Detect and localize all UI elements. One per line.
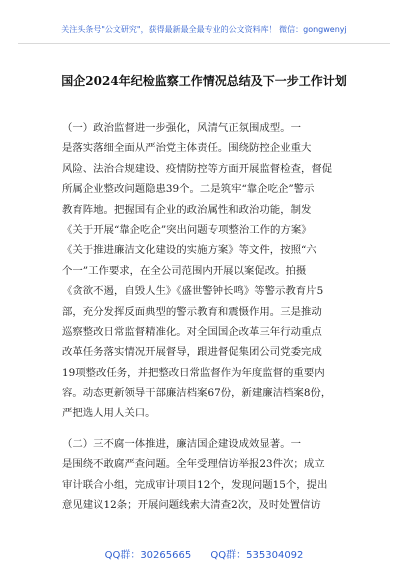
header-divider	[18, 43, 390, 44]
paragraph-line: 部，充分发挥反面典型的警示教育和震慑作用。三是推动	[62, 305, 322, 318]
paragraph-line: 个一”工作要求，在全公司范围内开展以案促改。拍摄	[62, 264, 307, 277]
footer-contacts	[0, 546, 408, 561]
paragraph-line: 严把选人用人关口。	[62, 407, 156, 420]
footer-qq-group-1: QQ群：30265665	[104, 550, 192, 561]
paragraph-line: （一）政治监督进一步强化，风清气正氛围成型。一	[62, 122, 301, 134]
header-notice: 关注头条号"公文研究"，获得最新最全最专业的公文资料库！ 微信：gongwenyj	[61, 25, 347, 34]
paragraph-line: 是围绕不敢腐严查问题。全年受理信访举报23件次；成立	[62, 458, 325, 471]
paragraph-line: 意见建议12条；开展问题线索大清查2次，及时处置信访	[62, 499, 321, 512]
paragraph-line: 审计联合小组，完成审计项目12个，发现问题15个，提出	[62, 478, 328, 491]
paragraph-line: 《关于推进廉洁文化建设的实施方案》等文件，按照“六	[62, 244, 317, 257]
document-title: 国企2024年纪检监察工作情况总结及下一步工作计划	[61, 74, 347, 88]
footer-qq-group-2: QQ群：535304092	[210, 550, 304, 561]
paragraph-line: 19项整改任务，并把整改日常监督作为年度监督的重要内	[62, 366, 325, 379]
paragraph-line: 《关于开展“靠企吃企”突出问题专项整治工作的方案》	[62, 223, 312, 236]
paragraph-line: 容。动态更新领导干部廉洁档案67份，新建廉洁档案8份，	[62, 387, 332, 400]
paragraph-line: 是落实落细全面从严治党主体责任。围绕防控企业重大	[62, 142, 312, 155]
paragraph-line: 改革任务落实情况开展督导，跟进督促集团公司党委完成	[62, 346, 322, 359]
paragraph-political-supervision	[62, 118, 358, 424]
paragraph-line: （二）三不腐一体推进，廉洁国企建设成效显著。一	[62, 438, 301, 450]
paragraph-three-no-corruption	[62, 434, 358, 516]
paragraph-line: 所属企业整改问题隐患39个。二是筑牢“靠企吃企”警示	[62, 183, 315, 196]
paragraph-line: 风险、法治合规建设、疫情防控等方面开展监督检查，督促	[62, 162, 333, 175]
paragraph-line: 巡察整改日常监督精准化。对全国国企改革三年行动重点	[62, 325, 322, 338]
paragraph-line: 《贪欲不遏，自毁人生》《盛世警钟长鸣》等警示教育片5	[62, 285, 324, 298]
paragraph-line: 教育阵地。把握国有企业的政治属性和政治功能，制发	[62, 203, 312, 216]
